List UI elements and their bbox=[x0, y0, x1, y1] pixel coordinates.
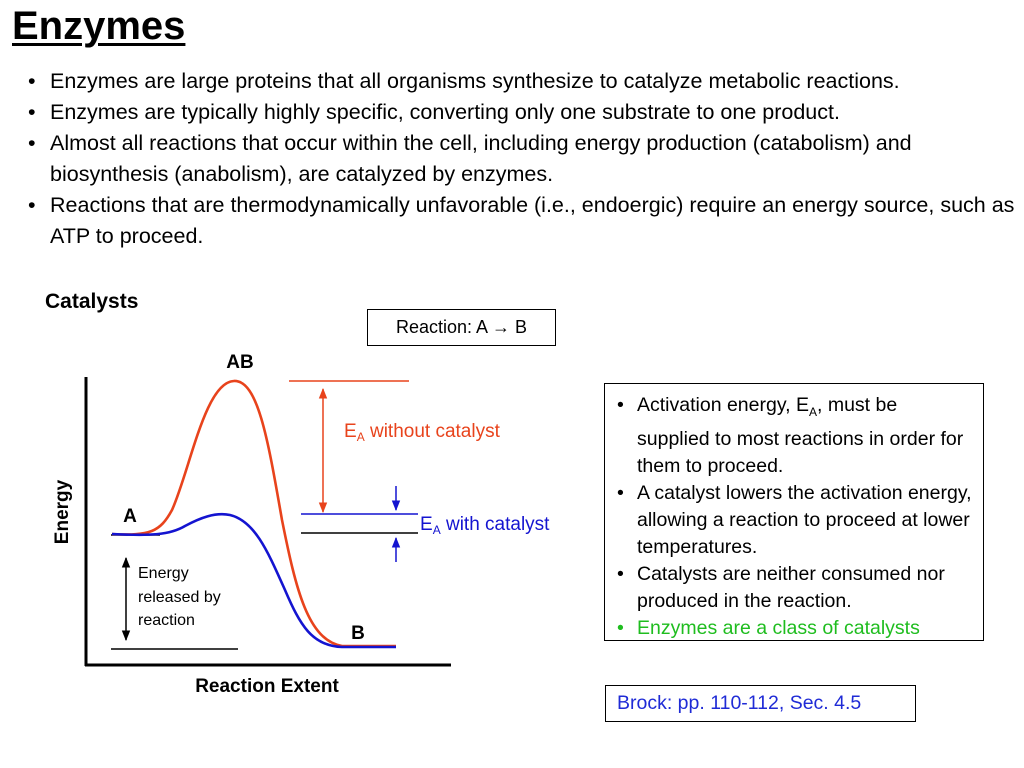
reference-box: Brock: pp. 110-112, Sec. 4.5 bbox=[605, 685, 916, 722]
ea-without-label: $E_A$ without catalyst bbox=[344, 421, 500, 444]
ea-with-label: $E_A$ with catalyst bbox=[420, 514, 550, 537]
bullet-item: • Enzymes are large proteins that all organisms synthesize to catalyze metabolic reactions. bbox=[28, 66, 1018, 97]
state-label-reactant: A bbox=[123, 506, 137, 527]
state-label-product: B bbox=[351, 623, 365, 644]
bullet-item: • Enzymes are typically highly specific, converting only one substrate to one product. bbox=[28, 97, 1018, 128]
x-axis-label: Reaction Extent bbox=[195, 676, 339, 697]
bullet-item: • Reactions that are thermodynamically unfavorable (i.e., endoergic) require an energy source, such as ATP to proceed. bbox=[28, 190, 1018, 252]
y-axis-label: Energy bbox=[52, 479, 73, 545]
section-heading: Catalysts bbox=[45, 290, 139, 313]
reaction-label-box: Reaction: A → B bbox=[367, 309, 556, 346]
info-item-not-consumed: • Catalysts are neither consumed nor produced in the reaction. bbox=[617, 561, 973, 615]
info-box bbox=[604, 383, 984, 641]
info-item-catalyst-lowers: • A catalyst lowers the activation energy, allowing a reaction to proceed at lower temperatures. bbox=[617, 480, 973, 561]
info-item-activation-energy: • Activation energy, $E_A$, must be supplied to most reactions in order for them to proceed. bbox=[617, 392, 973, 480]
slide-title: Enzymes bbox=[12, 4, 186, 48]
info-item-enzymes-class: • Enzymes are a class of catalysts bbox=[617, 615, 973, 642]
state-label-transition: AB bbox=[226, 352, 254, 373]
energy-released-label: Energy released by reaction bbox=[138, 565, 221, 629]
bullet-item: • Almost all reactions that occur within the cell, including energy production (catabolism) and biosynthesis (anabolism), are catalyzed by enzymes. bbox=[28, 128, 1018, 190]
